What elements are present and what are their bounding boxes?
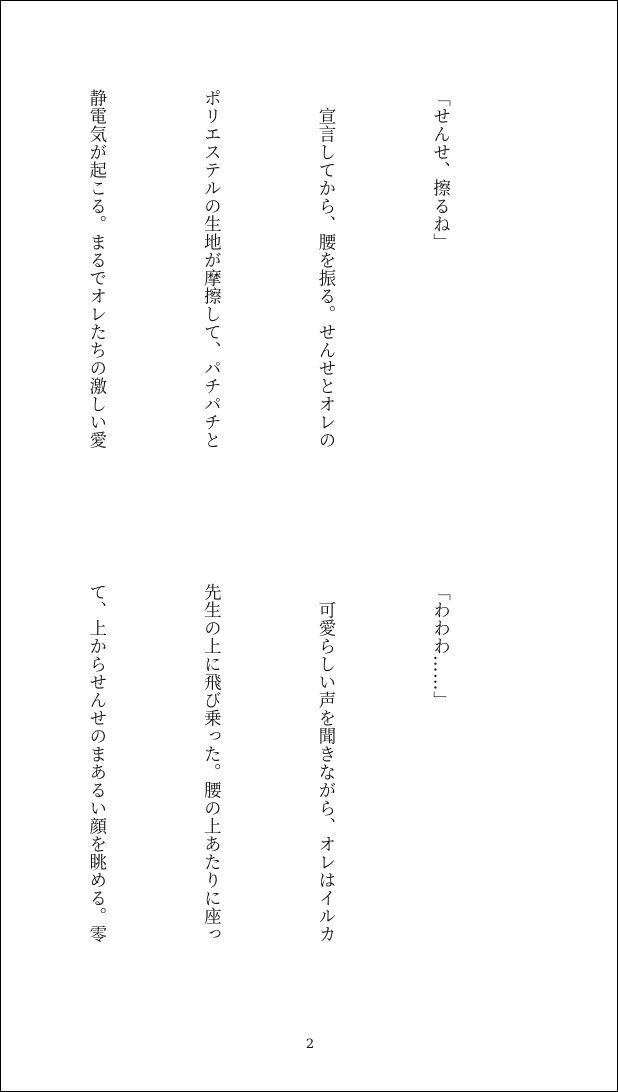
text-line: ポリエステルの生地が摩擦して、パチパチと [200, 89, 221, 449]
text-line: 静電気が起こる。まるでオレたちの激しい愛 [85, 89, 106, 449]
page-number: 2 [305, 1037, 315, 1052]
text-line: 可愛らしい声を聞きながら、オレはイルカ [314, 583, 335, 943]
text-line: て、上からせんせのまあるい顔を眺める。零 [85, 583, 106, 943]
text-block-lower [75, 583, 535, 1003]
text-line: 「わわわ……」 [429, 583, 450, 709]
text-line: 「せんせ、擦るね」 [429, 89, 450, 251]
text-line: 先生の上に飛び乗った。腰の上あたりに座っ [200, 583, 221, 943]
text-block-upper [75, 89, 535, 509]
text-line: 宣言してから、腰を振る。せんせとオレの [314, 89, 335, 449]
